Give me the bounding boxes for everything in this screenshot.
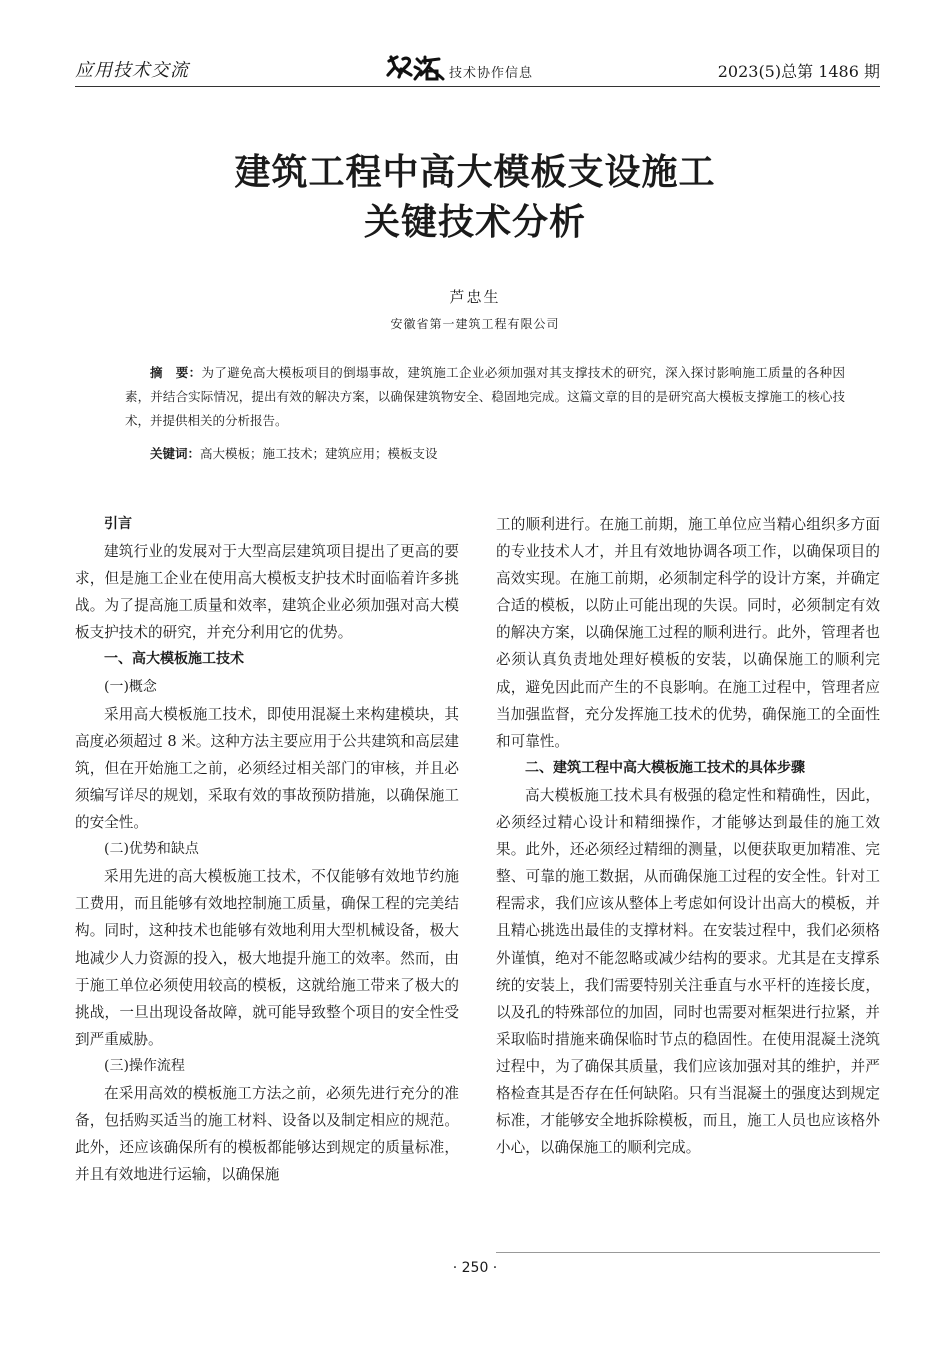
subsection-1-1-paragraph: 采用高大模板施工技术，即使用混凝土来构建模块，其高度必须超过 8 米。这种方法主要应用于公共建筑和高层建筑，但在开始施工之前，必须经过相关部门的审核，并且必须编写详尽的规划，采取有效的事故预防措施，以确保施工的安全性。 <box>75 705 459 832</box>
abstract <box>125 361 845 433</box>
right-column <box>496 511 880 1161</box>
subsection-1-1-heading: (一)概念 <box>104 678 157 695</box>
footer-divider <box>496 1252 880 1253</box>
author-name: 芦忠生 <box>449 288 501 306</box>
section-label: 应用技术交流 <box>75 60 189 81</box>
journal-name <box>385 53 533 83</box>
subsection-1-3-heading: (三)操作流程 <box>104 1057 185 1074</box>
intro-heading: 引言 <box>104 516 132 532</box>
subsection-1-3-paragraph-continued: 工的顺利进行。在施工前期，施工单位应当精心组织多方面的专业技术人才，并且有效地协调各项工作，以确保项目的高效实现。在施工前期，必须制定科学的设计方案，并确定合适的模板，以防止可能出现的失误。同时，必须制定有效的解决方案，以确保施工过程的顺利进行。此外，管理者也必须认真负责地处理好模板的安装，以确保施工的顺利完成，避免因此而产生的不良影响。在施工过程中，管理者应当加强监督，充分发挥施工技术的优势，确保施工的全面性和可靠性。 <box>496 516 880 750</box>
article-title <box>0 148 950 248</box>
subsection-1-3-paragraph: 在采用高效的模板施工方法之前，必须先进行充分的准备，包括购买适当的施工材料、设备以及制定相应的规范。此外，还应该确保所有的模板都能够达到规定的质量标准，并且有效地进行运输，以确保施 <box>75 1084 459 1184</box>
title-line-1: 建筑工程中高大模板支设施工 <box>234 152 716 193</box>
section-2-paragraph: 高大模板施工技术具有极强的稳定性和精确性，因此，必须经过精心设计和精细操作，才能够达到最佳的施工效果。此外，还必须经过精细的测量，以便获取更加精准、完整、可靠的施工数据，从而确保施工过程的安全性。针对工程需求，我们应该从整体上考虑如何设计出高大的模板，并且精心挑选出最佳的支撑材料。在安装过程中，我们必须格外谨慎，绝对不能忽略或减少结构的要求。尤其是在支撑系统的安装上，我们需要特别关注垂直与水平杆的连接长度，以及孔的特殊部位的加固，同时也需要对框架进行拉紧，并采取临时措施来确保临时节点的稳固性。在使用混凝土浇筑过程中，为了确保其质量，我们应该加强对其的维护，并严格检查其是否存在任何缺陷。只有当混凝土的强度达到规定标准，才能够安全地拆除模板，而且，施工人员也应该格外小心，以确保施工的顺利完成。 <box>496 786 880 1157</box>
journal-subtitle: 技术协作信息 <box>449 66 534 81</box>
running-header <box>75 52 880 87</box>
left-column <box>75 511 459 1188</box>
author-affiliation: 安徽省第一建筑工程有限公司 <box>390 317 560 331</box>
issue-info: 2023(5)总第 1486 期 <box>717 62 880 81</box>
abstract-text: 为了避免高大模板项目的倒塌事故，建筑施工企业必须加强对其支撑技术的研究，深入探讨影响施工质量的各种因素，并结合实际情况，提出有效的解决方案，以确保建筑物安全、稳固地完成。这篇文章的目的是研究高大模板支撑施工的核心技术，并提供相关的分析报告。 <box>125 365 845 428</box>
title-line-2: 关键技术分析 <box>363 202 586 243</box>
keywords-text: 高大模板；施工技术；建筑应用；模板支设 <box>200 446 438 461</box>
intro-paragraph: 建筑行业的发展对于大型高层建筑项目提出了更高的要求，但是施工企业在使用高大模板支护技术时面临着许多挑战。为了提高施工质量和效率，建筑企业必须加强对高大模板支护技术的研究，并充分利用它的优势。 <box>75 543 459 642</box>
subsection-1-2-paragraph: 采用先进的高大模板施工技术，不仅能够有效地节约施工费用，而且能够有效地控制施工质量，确保工程的完美结构。同时，这种技术也能够有效地利用大型机械设备，极大地减少人力资源的投入，极大地提升施工的效率。然而，由于施工单位必须使用较高的模板，这就给施工带来了极大的挑战，一旦出现设备故障，就可能导致整个项目的安全性受到严重威胁。 <box>75 868 459 1048</box>
keywords <box>150 442 438 466</box>
journal-logo <box>385 53 447 83</box>
subsection-1-2-heading: (二)优势和缺点 <box>104 841 199 858</box>
section-1-heading: 一、高大模板施工技术 <box>104 651 244 668</box>
keywords-label: 关键词： <box>150 446 201 461</box>
page-number: · 250 · <box>452 1260 498 1276</box>
abstract-label: 摘 要： <box>150 365 202 380</box>
section-2-heading: 二、建筑工程中高大模板施工技术的具体步骤 <box>525 759 805 776</box>
